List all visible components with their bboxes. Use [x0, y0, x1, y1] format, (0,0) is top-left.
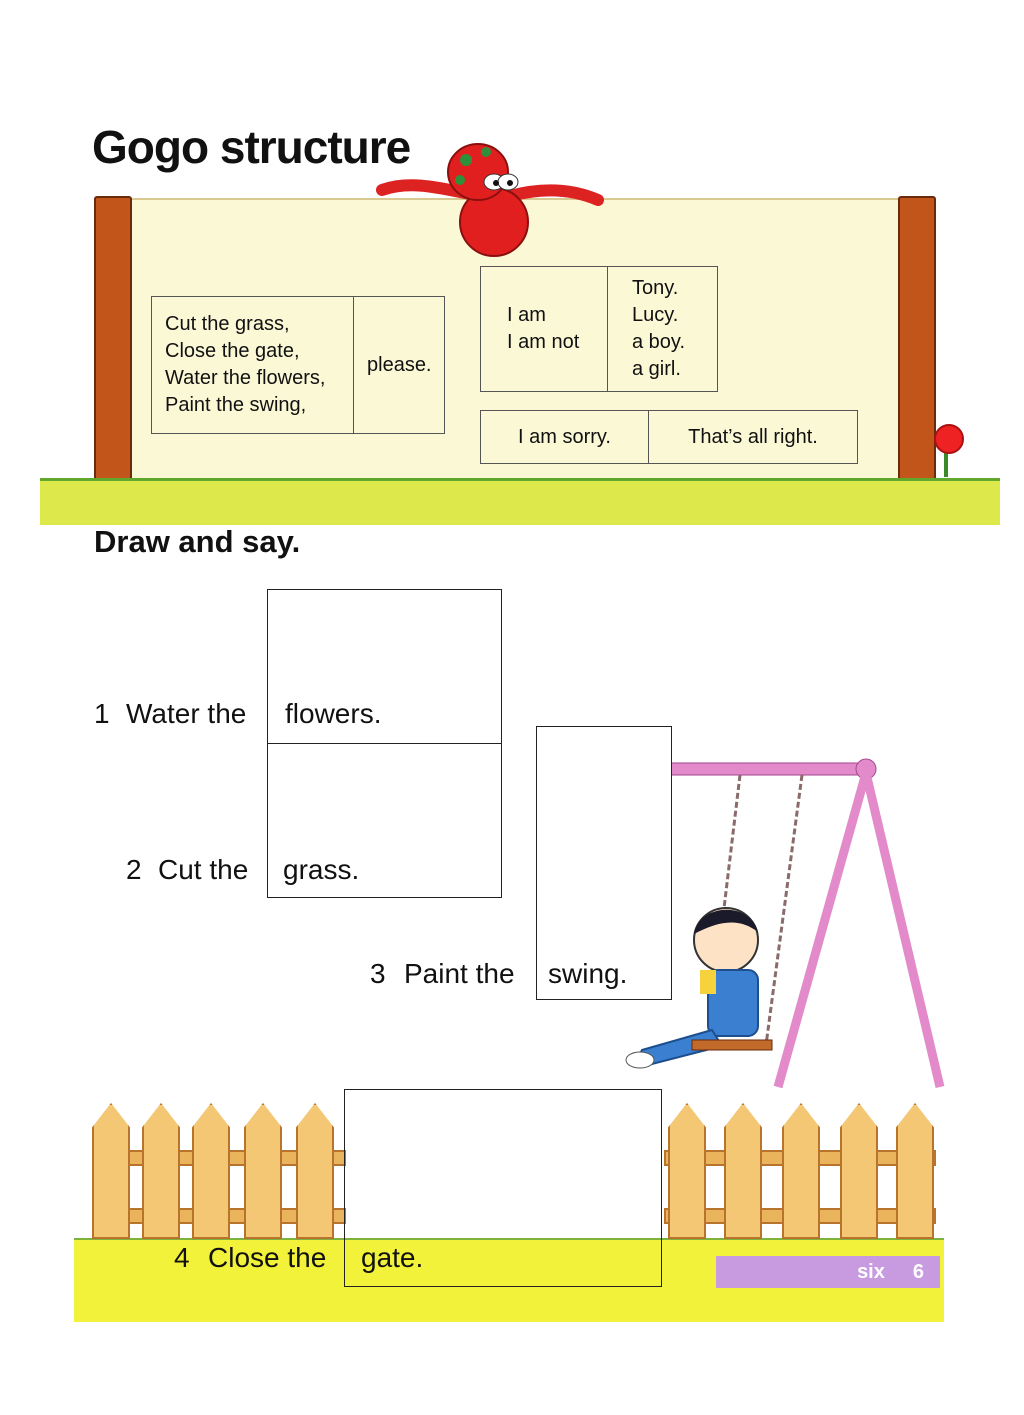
exercise-1-number: 1 [94, 698, 110, 729]
exercise-3-prompt: Paint the [404, 958, 515, 989]
fence-post-right [898, 196, 936, 500]
fence-picket [724, 1103, 762, 1239]
fence-picket [296, 1103, 334, 1239]
fence-picket [92, 1103, 130, 1239]
fence-picket [896, 1103, 934, 1239]
exercise-2-number: 2 [126, 854, 142, 885]
exercise-2-prompt: Cut the [158, 854, 249, 885]
exercise-1-answer: flowers. [285, 698, 382, 729]
fence-picket [142, 1103, 180, 1239]
grass-strip [40, 478, 1000, 525]
fence-picket [840, 1103, 878, 1239]
table-please-commands [152, 297, 354, 433]
exercise-3-number: 3 [370, 958, 386, 989]
command-line: Water the flowers, [165, 367, 326, 389]
fence-picket [192, 1103, 230, 1239]
command-line: Close the gate, [165, 340, 300, 362]
exercise-2-answer: grass. [283, 854, 360, 885]
page-number: 6 [912, 1260, 924, 1283]
sorry-text: I am sorry. [518, 425, 611, 448]
exercise-4-prompt: Close the [208, 1242, 327, 1273]
flower-icon [934, 424, 964, 454]
table-sorry-left [481, 411, 649, 463]
section-heading: Draw and say. [94, 524, 301, 559]
table-i-am-right [608, 267, 717, 391]
page-title: Gogo structure [92, 121, 411, 173]
fence-post-left [94, 196, 132, 500]
complement-line: Lucy. [632, 304, 679, 326]
fence-picket [668, 1103, 706, 1239]
complement-line: a girl. [632, 358, 681, 380]
exercise-1-prompt: Water the [126, 698, 247, 729]
page-word: six [857, 1260, 885, 1283]
exercise-4-answer: gate. [361, 1242, 424, 1273]
complement-line: Tony. [632, 277, 679, 299]
exercise-4-number: 4 [174, 1242, 190, 1273]
all-right-text: That’s all right. [688, 425, 818, 448]
table-please [151, 296, 445, 434]
table-sorry-right [649, 411, 857, 463]
please-word: please. [367, 353, 432, 376]
table-i-am-left [481, 267, 608, 391]
subject-line: I am not [507, 331, 580, 353]
gogo-mascot-icon [370, 138, 610, 260]
table-please-right [354, 297, 444, 433]
exercise-3-answer: swing. [548, 958, 628, 989]
command-line: Cut the grass, [165, 313, 290, 335]
command-line: Paint the swing, [165, 394, 307, 416]
subject-line: I am [507, 304, 546, 326]
table-i-am [480, 266, 718, 392]
fence-picket [244, 1103, 282, 1239]
complement-line: a boy. [632, 331, 685, 353]
page-number-badge [716, 1256, 940, 1288]
fence-picket [782, 1103, 820, 1239]
table-sorry [480, 410, 858, 464]
